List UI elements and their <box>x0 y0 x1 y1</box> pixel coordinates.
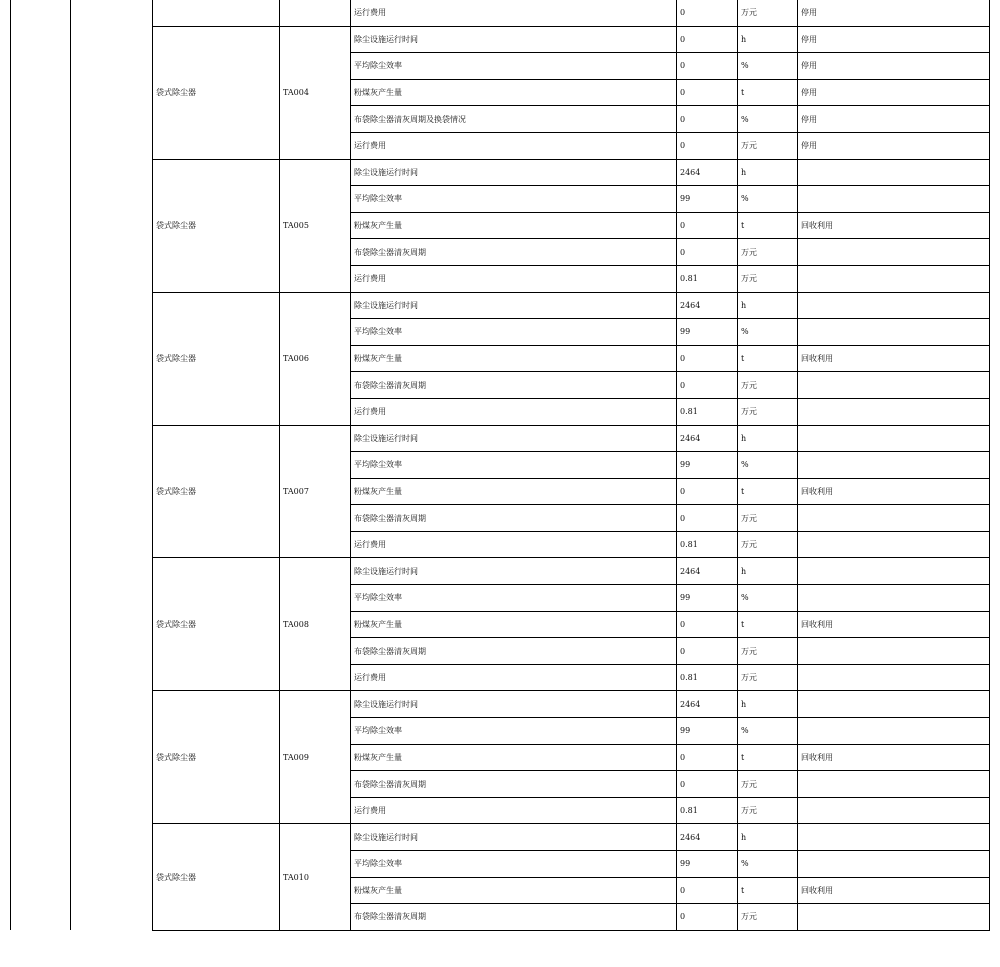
value-cell: 0 <box>677 877 738 904</box>
device-code-cell: TA006 <box>280 292 351 425</box>
item-cell: 运行费用 <box>351 797 677 824</box>
item-cell: 平均除尘效率 <box>351 585 677 612</box>
device-code-cell: TA004 <box>280 26 351 159</box>
note-cell <box>798 638 990 665</box>
note-cell <box>798 718 990 745</box>
unit-cell: 万元 <box>738 0 798 26</box>
note-cell <box>798 292 990 319</box>
note-cell <box>798 771 990 798</box>
value-cell: 0 <box>677 106 738 133</box>
value-cell: 0 <box>677 478 738 505</box>
item-cell: 除尘设施运行时间 <box>351 824 677 851</box>
unit-cell: t <box>738 79 798 106</box>
unit-cell: % <box>738 186 798 213</box>
item-cell: 平均除尘效率 <box>351 319 677 346</box>
item-cell: 除尘设施运行时间 <box>351 425 677 452</box>
blank-col-b <box>71 0 153 930</box>
value-cell: 0 <box>677 611 738 638</box>
note-cell: 回收利用 <box>798 478 990 505</box>
value-cell: 2464 <box>677 558 738 585</box>
table-row <box>11 425 990 452</box>
device-code-cell: TA008 <box>280 558 351 691</box>
unit-cell: % <box>738 53 798 80</box>
item-cell: 布袋除尘器清灰周期 <box>351 372 677 399</box>
value-cell: 0 <box>677 239 738 266</box>
note-cell: 回收利用 <box>798 744 990 771</box>
note-cell <box>798 558 990 585</box>
device-name-cell: 袋式除尘器 <box>153 292 280 425</box>
device-name-cell: 袋式除尘器 <box>153 159 280 292</box>
unit-cell: h <box>738 26 798 53</box>
note-cell <box>798 585 990 612</box>
unit-cell: t <box>738 611 798 638</box>
note-cell: 停用 <box>798 0 990 26</box>
unit-cell: 万元 <box>738 132 798 159</box>
unit-cell: h <box>738 691 798 718</box>
unit-cell: % <box>738 319 798 346</box>
unit-cell: % <box>738 718 798 745</box>
device-code-cell: TA009 <box>280 691 351 824</box>
device-name-cell <box>153 0 280 26</box>
unit-cell: 万元 <box>738 531 798 558</box>
note-cell <box>798 851 990 878</box>
unit-cell: t <box>738 345 798 372</box>
unit-cell: h <box>738 824 798 851</box>
item-cell: 运行费用 <box>351 664 677 691</box>
value-cell: 0.81 <box>677 797 738 824</box>
value-cell: 0 <box>677 132 738 159</box>
unit-cell: t <box>738 744 798 771</box>
item-cell: 平均除尘效率 <box>351 718 677 745</box>
unit-cell: 万元 <box>738 505 798 532</box>
unit-cell: % <box>738 106 798 133</box>
value-cell: 0.81 <box>677 664 738 691</box>
table-row <box>11 0 990 26</box>
value-cell: 0 <box>677 505 738 532</box>
value-cell: 0 <box>677 345 738 372</box>
item-cell: 粉煤灰产生量 <box>351 611 677 638</box>
device-name-cell: 袋式除尘器 <box>153 824 280 930</box>
value-cell: 99 <box>677 452 738 479</box>
value-cell: 2464 <box>677 824 738 851</box>
device-name-cell: 袋式除尘器 <box>153 691 280 824</box>
table-row <box>11 26 990 53</box>
value-cell: 0 <box>677 53 738 80</box>
unit-cell: % <box>738 851 798 878</box>
value-cell: 0 <box>677 0 738 26</box>
unit-cell: 万元 <box>738 797 798 824</box>
item-cell: 运行费用 <box>351 531 677 558</box>
value-cell: 0 <box>677 638 738 665</box>
item-cell: 除尘设施运行时间 <box>351 26 677 53</box>
note-cell <box>798 664 990 691</box>
note-cell <box>798 904 990 931</box>
value-cell: 0 <box>677 744 738 771</box>
item-cell: 粉煤灰产生量 <box>351 877 677 904</box>
item-cell: 布袋除尘器清灰周期 <box>351 638 677 665</box>
note-cell: 停用 <box>798 106 990 133</box>
item-cell: 运行费用 <box>351 398 677 425</box>
value-cell: 99 <box>677 718 738 745</box>
device-name-cell: 袋式除尘器 <box>153 558 280 691</box>
device-name-cell: 袋式除尘器 <box>153 26 280 159</box>
note-cell <box>798 239 990 266</box>
note-cell <box>798 186 990 213</box>
note-cell: 回收利用 <box>798 345 990 372</box>
device-code-cell: TA005 <box>280 159 351 292</box>
note-cell: 回收利用 <box>798 212 990 239</box>
value-cell: 2464 <box>677 292 738 319</box>
item-cell: 平均除尘效率 <box>351 851 677 878</box>
item-cell: 布袋除尘器清灰周期 <box>351 505 677 532</box>
item-cell: 粉煤灰产生量 <box>351 345 677 372</box>
unit-cell: 万元 <box>738 239 798 266</box>
item-cell: 粉煤灰产生量 <box>351 79 677 106</box>
note-cell: 停用 <box>798 132 990 159</box>
value-cell: 0 <box>677 372 738 399</box>
value-cell: 99 <box>677 319 738 346</box>
device-code-cell: TA010 <box>280 824 351 930</box>
note-cell <box>798 531 990 558</box>
value-cell: 99 <box>677 186 738 213</box>
item-cell: 除尘设施运行时间 <box>351 558 677 585</box>
item-cell: 除尘设施运行时间 <box>351 292 677 319</box>
note-cell <box>798 398 990 425</box>
item-cell: 粉煤灰产生量 <box>351 478 677 505</box>
value-cell: 0.81 <box>677 265 738 292</box>
value-cell: 0.81 <box>677 531 738 558</box>
note-cell <box>798 159 990 186</box>
note-cell <box>798 265 990 292</box>
table-body <box>11 0 990 930</box>
table-row <box>11 159 990 186</box>
device-code-cell <box>280 0 351 26</box>
item-cell: 平均除尘效率 <box>351 53 677 80</box>
unit-cell: t <box>738 212 798 239</box>
note-cell: 回收利用 <box>798 877 990 904</box>
value-cell: 0 <box>677 26 738 53</box>
note-cell <box>798 505 990 532</box>
unit-cell: 万元 <box>738 904 798 931</box>
value-cell: 2464 <box>677 691 738 718</box>
unit-cell: 万元 <box>738 265 798 292</box>
note-cell: 停用 <box>798 79 990 106</box>
unit-cell: 万元 <box>738 664 798 691</box>
unit-cell: 万元 <box>738 372 798 399</box>
item-cell: 布袋除尘器清灰周期 <box>351 239 677 266</box>
note-cell: 停用 <box>798 26 990 53</box>
note-cell <box>798 797 990 824</box>
item-cell: 布袋除尘器清灰周期 <box>351 771 677 798</box>
unit-cell: h <box>738 159 798 186</box>
value-cell: 2464 <box>677 159 738 186</box>
blank-col-a <box>11 0 71 930</box>
note-cell: 停用 <box>798 53 990 80</box>
item-cell: 运行费用 <box>351 0 677 26</box>
note-cell <box>798 452 990 479</box>
unit-cell: t <box>738 478 798 505</box>
note-cell <box>798 319 990 346</box>
item-cell: 平均除尘效率 <box>351 452 677 479</box>
value-cell: 2464 <box>677 425 738 452</box>
item-cell: 除尘设施运行时间 <box>351 691 677 718</box>
unit-cell: 万元 <box>738 771 798 798</box>
value-cell: 0 <box>677 212 738 239</box>
note-cell <box>798 425 990 452</box>
unit-cell: % <box>738 452 798 479</box>
item-cell: 除尘设施运行时间 <box>351 159 677 186</box>
unit-cell: % <box>738 585 798 612</box>
unit-cell: h <box>738 558 798 585</box>
unit-cell: h <box>738 292 798 319</box>
value-cell: 0 <box>677 79 738 106</box>
unit-cell: 万元 <box>738 638 798 665</box>
value-cell: 99 <box>677 851 738 878</box>
item-cell: 布袋除尘器清灰周期及换袋情况 <box>351 106 677 133</box>
table-row <box>11 691 990 718</box>
value-cell: 99 <box>677 585 738 612</box>
unit-cell: t <box>738 877 798 904</box>
note-cell <box>798 691 990 718</box>
note-cell: 回收利用 <box>798 611 990 638</box>
device-code-cell: TA007 <box>280 425 351 558</box>
unit-cell: 万元 <box>738 398 798 425</box>
item-cell: 粉煤灰产生量 <box>351 212 677 239</box>
table-row <box>11 292 990 319</box>
value-cell: 0 <box>677 904 738 931</box>
item-cell: 粉煤灰产生量 <box>351 744 677 771</box>
value-cell: 0.81 <box>677 398 738 425</box>
unit-cell: h <box>738 425 798 452</box>
table-row <box>11 558 990 585</box>
item-cell: 运行费用 <box>351 265 677 292</box>
table-row <box>11 824 990 851</box>
device-name-cell: 袋式除尘器 <box>153 425 280 558</box>
note-cell <box>798 824 990 851</box>
item-cell: 布袋除尘器清灰周期 <box>351 904 677 931</box>
item-cell: 平均除尘效率 <box>351 186 677 213</box>
value-cell: 0 <box>677 771 738 798</box>
item-cell: 运行费用 <box>351 132 677 159</box>
note-cell <box>798 372 990 399</box>
equipment-operation-table <box>10 0 990 931</box>
